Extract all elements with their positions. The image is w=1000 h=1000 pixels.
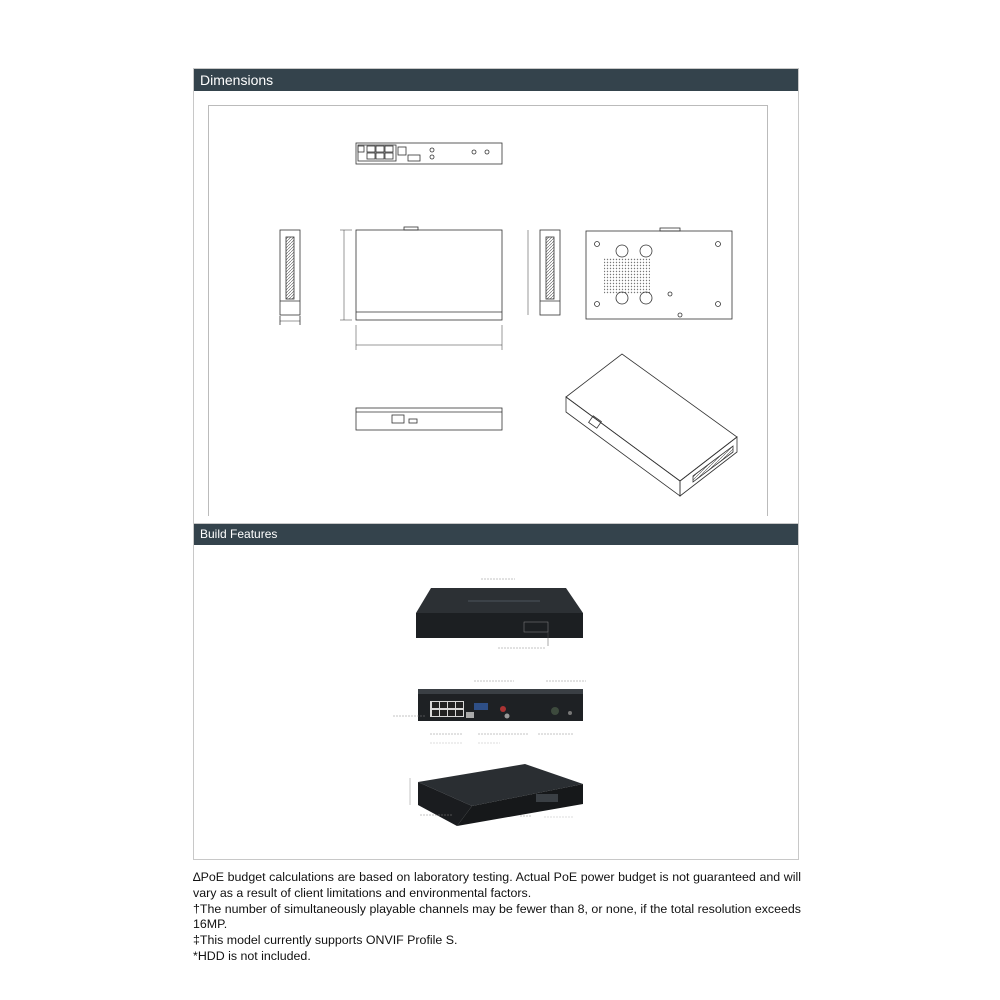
bottom-view-drawing (586, 228, 732, 319)
isometric-view-drawing (566, 354, 737, 496)
rear-photo (393, 681, 586, 743)
top-view-drawing (340, 227, 502, 350)
front-view-drawing (356, 408, 502, 430)
footnotes (193, 870, 801, 965)
isometric-photo (410, 764, 583, 826)
build-features-photos (393, 579, 586, 826)
side-view-right-drawing (528, 230, 560, 315)
footnote-onvif: ‡This model currently supports ONVIF Profile S. (193, 933, 458, 948)
footnote-hdd: *HDD is not included. (193, 948, 311, 963)
side-view-left-drawing (280, 230, 300, 325)
rear-view-drawing (356, 143, 502, 164)
dimensions-header: Dimensions (194, 69, 798, 91)
front-photo (416, 579, 583, 648)
footnote-playable-channels: †The number of simultaneously playable channels may be fewer than 8, or none, if the total resolution exceeds 16MP. (193, 901, 801, 932)
footnote-poe-budget: ∆PoE budget calculations are based on laboratory testing. Actual PoE power budget is not guaranteed and will vary as a result of client limitations and environmental factors. (193, 870, 801, 900)
build-features-header: Build Features (194, 524, 798, 545)
